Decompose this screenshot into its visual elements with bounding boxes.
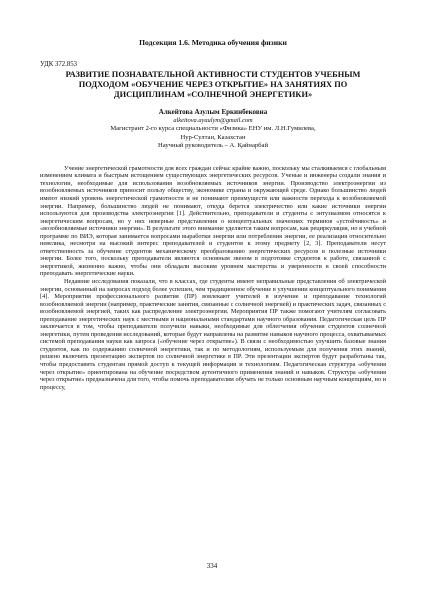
article-title [40, 70, 386, 100]
title-line: ДИСЦИПЛИНАМ «СОЛНЕЧНОЙ ЭНЕРГЕТИКИ» [113, 90, 313, 99]
body-paragraph: Недавние исследования показали, что в классах, где студенты имеют неправильные представления об электрической энергии, основанный на запросах подход более успешен, чем традиционное обучение в улучшении концептуального понимания [4]. Мероприятия профессионального развития (ПР) вовлекают учителей в изучение и преподавание технологий возобновляемой энергии (например, практические занятия, связанные с солнечной энергией) и практических задач, связанных с возобновляемой энергией, таких как распределение электроэнергии. Мероприятия ПР также помогают учителям согласовать преподавание энергетических наук с местными и национальными стандартами научного образования. Педагогическая цель ПР заключается в том, чтобы преподаватели получили навыки, необходимые для облегчения обучения студентов солнечной энергетики, путем проведения исследований, которые будут направлены на развитие навыков научного процесса, охватываемых системой преподавания науки как запроса («обучение через открытие»). В связи с необходимостью улучшить базовые знания студентов, как по содержанию солнечной энергетики, так и по методологиям, используемым для получения этих знаний, решено включить презентацию экспертов по солнечной энергетике в ПР. Эти презентации экспертов будут разработаны так, чтобы предоставить студентам прямой доступ к текущей информации и технологиям. Педагогическая структура «обучения через открытие» ориентирована на обучение посредством аутентичного применения знаний и навыков. Структура «обучения через открытие» предназначена для того, чтобы помочь преподавателям обучать не только основным научным концепциям, но и процессу, [40, 277, 386, 391]
author-name: Алкейтова Азулым Еркинбековна [158, 108, 268, 116]
author-affiliation [40, 125, 386, 151]
article-body [40, 165, 386, 391]
page-number: 334 [206, 562, 218, 570]
affiliation-line: Нур-Султан, Казахстан [180, 133, 246, 141]
body-paragraph: Учение энергетической грамотности для всех граждан сейчас крайне важно, поскольку мы сталкиваемся с глобальным изменением климата и быстрым истощением существующих энергетических ресурсов. Ученые и инженеры создали знания и технологии, необходимые для использования возобновляемых источников энергии. Производство электроэнергии из возобновляемых источников приносит пользу обществу, экономике страны и окружающей среде. Однако большинство людей имеют низкий уровень энергетической грамотности и не понимают преимуществ или важности перехода к возобновляемой энергии. Например, большинство людей не понимают, откуда берется электричество или какие источники энергии используются для производства электроэнергии [1]. Действительно, преподаватели и студенты с энтузиазмом относятся к энергетическим вопросам, но у них неверные представления о концептуальных значениях терминов «устойчивость» и «возобновляемые источники энергии». В результате этого внимание уделяется таким вопросам, как рециркуляция, но в учебной программе по ВИЭ, которая занимается вопросами выработки энергии или потребления энергии, ее реализация относительно невелика, несмотря на высокий интерес преподавателей и студентов к этому предмету [2, 3]. Преподаватели несут ответственность за обучение студентов механическому преобразованию энергетических ресурсов в полезные источники энергии. Более того, поскольку преподаватели являются основным звеном в подготовке студентов к работе, связанной с энергетикой, жизненно важно, чтобы они обладали высоким уровнем мастерства и уверенности в своей способности преподавать энергетические науки. [40, 164, 386, 278]
section-heading: Подсекция 1.6. Методика обучения физики [139, 38, 287, 47]
author-email: alkeitova.ayaulym@gmail.com [173, 117, 253, 124]
title-line: ПОДХОДОМ «ОБУЧЕНИЕ ЧЕРЕЗ ОТКРЫТИЕ» НА ЗАНЯТИЯХ ПО [78, 80, 348, 89]
affiliation-line: Магистрант 2-го курса специальности «Физика» ЕНУ им. Л.Н.Гумилева, [110, 125, 316, 132]
title-line: РАЗВИТИЕ ПОЗНАВАТЕЛЬНОЙ АКТИВНОСТИ СТУДЕНТОВ УЧЕБНЫМ [65, 70, 361, 79]
udk-code: УДК 372.853 [40, 61, 78, 68]
affiliation-line: Научный руководитель – А. Қайнарбай [157, 142, 268, 150]
